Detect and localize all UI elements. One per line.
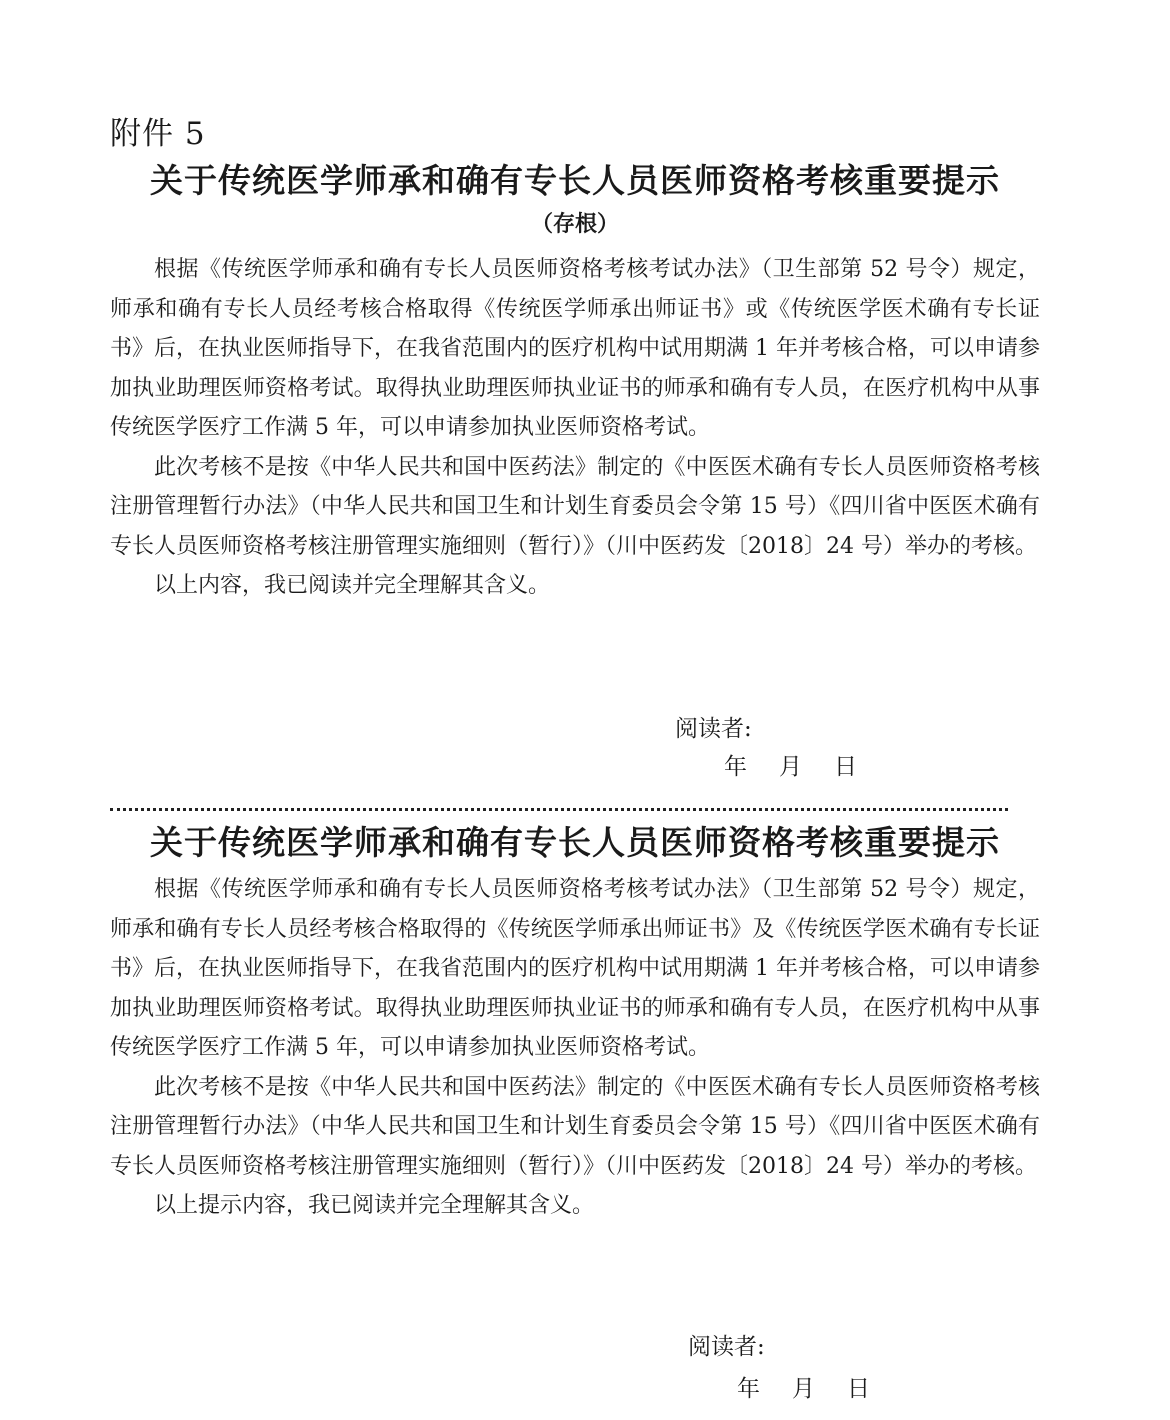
section1-paragraph-1: 根据《传统医学师承和确有专长人员医师资格考核考试办法》（卫生部第 52 号令）规定，师承和确有专长人员经考核合格取得《传统医学师承出师证书》或《传统医学医术确有专长证书》后，在执业医师指导下，在我省范围内的医疗机构中试用期满 1 年并考核合格，可以申请参加执业助理医师资格考试。取得执业助理医师执业证书的师承和确有专人员，在医疗机构中从事传统医学医疗工作满 5 年，可以申请参加执业医师资格考试。 [110,257,1040,440]
section1-date-line [724,750,859,784]
section2-paragraph-2: 此次考核不是按《中华人民共和国中医药法》制定的《中医医术确有专长人员医师资格考核注册管理暂行办法》（中华人民共和国卫生和计划生育委员会令第 15 号）《四川省中医医术确有专长人员医师资格考核注册管理实施细则（暂行）》（川中医药发〔2018〕24 号）举办的考核。 [110,1074,1040,1179]
section2-paragraph-1: 根据《传统医学师承和确有专长人员医师资格考核考试办法》（卫生部第 52 号令）规定，师承和确有专长人员经考核合格取得的《传统医学师承出师证书》及《传统医学医术确有专长证书》后，在执业医师指导下，在我省范围内的医疗机构中试用期满 1 年并考核合格，可以申请参加执业助理医师资格考试。取得执业助理医师执业证书的师承和确有专人员，在医疗机构中从事传统医学医疗工作满 5 年，可以申请参加执业医师资格考试。 [110,877,1040,1060]
section1-date-year: 年 [724,754,749,780]
section1-title: 关于传统医学师承和确有专长人员医师资格考核重要提示 [150,161,1000,200]
section1-body [110,250,1040,606]
section2-date-day: 日 [847,1376,872,1402]
section2-body [110,870,1040,1226]
cut-line-divider [110,808,1008,811]
section1-date-day: 日 [834,754,859,780]
section2-paragraph-3: 以上提示内容，我已阅读并完全理解其含义。 [154,1193,595,1218]
section2-title: 关于传统医学师承和确有专长人员医师资格考核重要提示 [150,823,1000,862]
attachment-label: 附件 5 [110,116,206,152]
section1-date-month: 月 [779,754,804,780]
section1-paragraph-2: 此次考核不是按《中华人民共和国中医药法》制定的《中医医术确有专长人员医师资格考核注册管理暂行办法》（中华人民共和国卫生和计划生育委员会令第 15 号）《四川省中医医术确有专长人员医师资格考核注册管理实施细则（暂行）》（川中医药发〔2018〕24 号）举办的考核。 [110,454,1040,559]
section2-reader-label: 阅读者: [688,1334,765,1360]
section1-reader-label: 阅读者: [675,716,752,742]
section1-subtitle: （存根） [530,211,619,237]
section2-date-line [737,1372,872,1406]
section2-date-month: 月 [792,1376,817,1402]
section1-paragraph-3: 以上内容，我已阅读并完全理解其含义。 [154,573,551,598]
section2-date-year: 年 [737,1376,762,1402]
